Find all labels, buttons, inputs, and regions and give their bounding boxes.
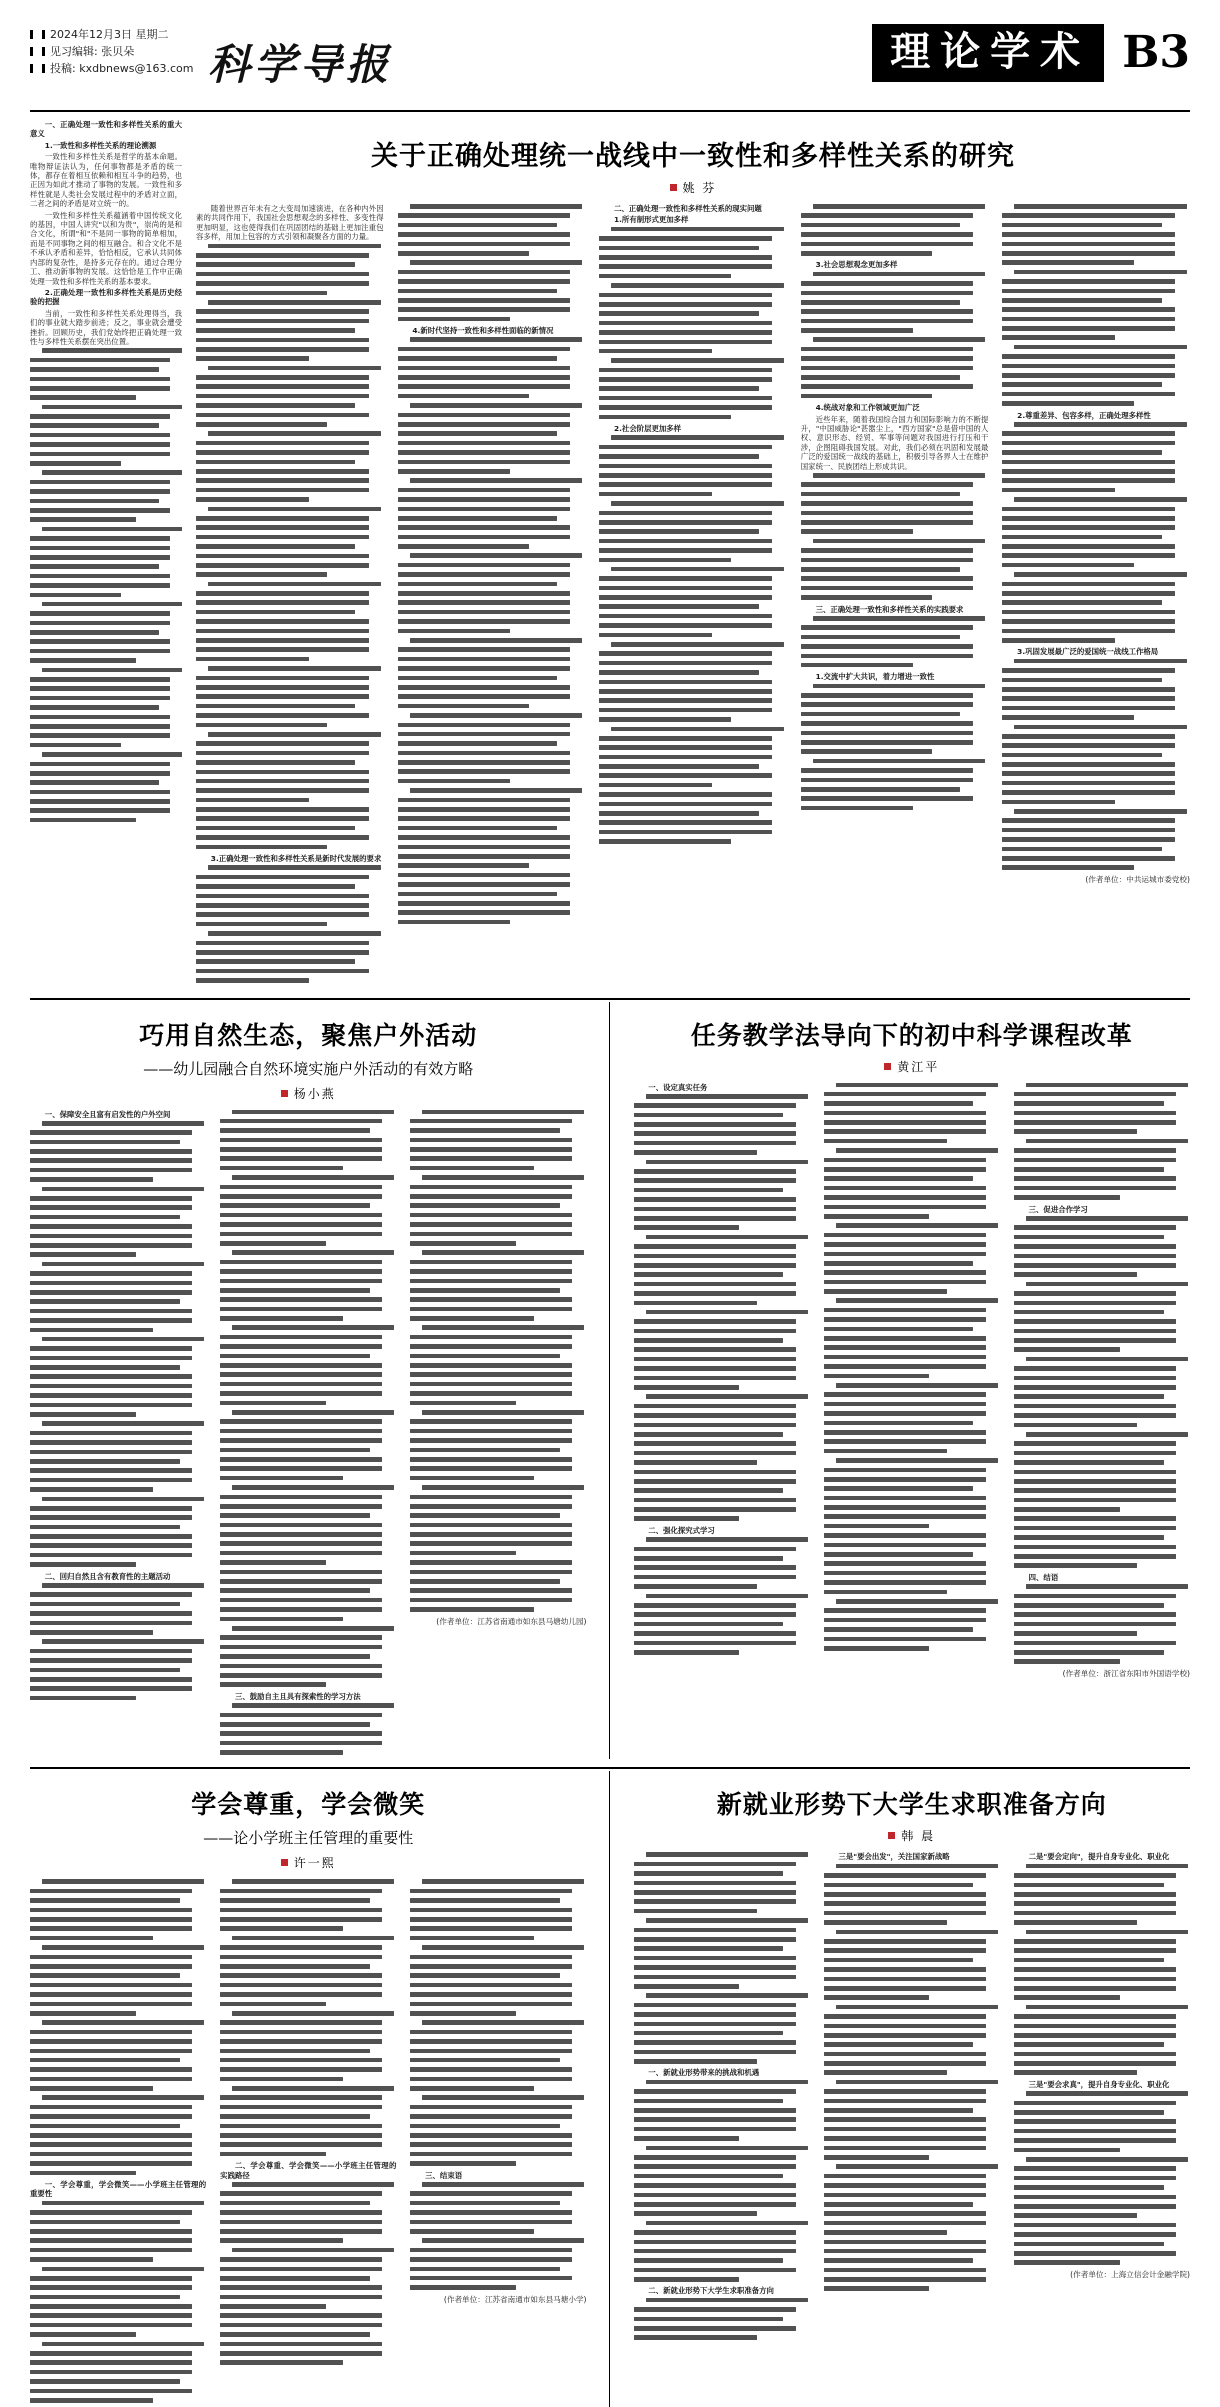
article-title-4: 新就业形势下大学生求职准备方向 bbox=[716, 1790, 1107, 1820]
body-lines bbox=[1002, 204, 1190, 406]
section-heading: 三、促进合作学习 bbox=[1028, 1204, 1088, 1214]
section-heading: 二、正确处理一致性和多样性关系的现实问题 bbox=[613, 204, 762, 213]
date-line: 2024年12月3日 星期二 bbox=[50, 28, 169, 41]
paragraph: 一致性和多样性关系是哲学的基本命题。唯物辩证法认为，任何事物都是矛盾的统一体，都存在着相互依赖和相互斗争的趋势，也正因为如此才推动了事物的发展。一致性和多样性就是人类社会发展过程中的矛盾对立面，二者之间的矛盾是对立统一的。 bbox=[30, 152, 182, 209]
body-lines bbox=[220, 1703, 396, 1755]
section-heading: 三、鼓励自主且具有探索性的学习方法 bbox=[234, 1691, 361, 1701]
body-lines bbox=[824, 1083, 1000, 1651]
body-lines bbox=[1002, 422, 1190, 643]
masthead bbox=[30, 18, 1190, 112]
section-heading: 一、保障安全且富有启发性的户外空间 bbox=[44, 1109, 171, 1119]
article-title-2: 任务教学法导向下的初中科学课程改革 bbox=[690, 1020, 1133, 1050]
section-heading: 4.新时代坚持一致性和多样性面临的新情况 bbox=[412, 326, 554, 336]
section-heading: 二、学会尊重、学会微笑——小学班主任管理的实践路径 bbox=[220, 2161, 397, 2180]
author-name: 姚 芬 bbox=[682, 181, 717, 195]
byline bbox=[30, 1085, 587, 1102]
section-heading: 2.正确处理一致性和多样性关系是历史经验的把握 bbox=[30, 287, 182, 307]
body-lines bbox=[30, 1583, 206, 1700]
body-lines bbox=[634, 1852, 810, 2063]
square-icon bbox=[884, 1063, 891, 1070]
section-divider bbox=[30, 998, 1190, 1000]
section-heading: 2.社会阶层更加多样 bbox=[613, 424, 682, 434]
section-heading: 3.巩固发展最广泛的爱国统一战线工作格局 bbox=[1017, 647, 1159, 657]
body-lines bbox=[410, 1879, 586, 2165]
section-heading: 三是"要会求真"，提升自身专业化、职业化 bbox=[1028, 2079, 1170, 2089]
body-lines bbox=[30, 348, 182, 822]
body-lines bbox=[410, 1110, 586, 1612]
body-lines bbox=[801, 473, 989, 600]
lead-col-2 bbox=[196, 204, 384, 983]
body-lines bbox=[410, 2182, 586, 2290]
section-heading: 三、结束语 bbox=[425, 2170, 463, 2180]
masthead-info bbox=[30, 26, 194, 77]
byline bbox=[196, 179, 1190, 196]
body-lines bbox=[1014, 1083, 1190, 1200]
section-heading: 三是"要会出发"，关注国家新战略 bbox=[838, 1852, 950, 1862]
body-lines bbox=[1014, 1584, 1190, 1664]
page-number: B3 bbox=[1122, 27, 1190, 78]
article-signature: (作者单位：江苏省南通市如东县马塘小学) bbox=[443, 2294, 587, 2304]
byline bbox=[634, 1827, 1191, 1844]
square-icon bbox=[670, 184, 677, 191]
article4-col-1 bbox=[634, 1852, 810, 2340]
body-lines bbox=[801, 684, 989, 811]
section-heading: 一、学会尊重，学会微笑——小学班主任管理的重要性 bbox=[30, 2179, 207, 2199]
body-lines bbox=[1014, 1216, 1190, 1568]
section-heading: 三、正确处理一致性和多样性关系的实践要求 bbox=[815, 604, 964, 614]
paragraph: 一致性和多样性关系蕴涵着中国传统文化的基因，中国人讲究"以和为贵"，崇尚的是和合文化，所谓"和"不是同一事物的简单相加，而是不同事物之间的相互融合。和合文化不是不承认矛盾和差异，恰恰相反，它承认共同体内部的复杂性，是持多元存在的。通过合理分工、推动新事物的发展。这恰恰是工作中正确处理一致性和多样性关系的基本要求。 bbox=[30, 210, 182, 286]
byline bbox=[634, 1058, 1191, 1075]
body-lines bbox=[30, 2201, 206, 2403]
article3-col-3 bbox=[410, 1879, 586, 2304]
article2-col-1 bbox=[634, 1083, 810, 1655]
section-heading: 4.统战对象和工作领域更加广泛 bbox=[815, 403, 920, 413]
body-lines bbox=[634, 2298, 810, 2340]
body-lines bbox=[801, 272, 989, 399]
body-lines bbox=[1014, 1864, 1190, 2075]
section-heading: 一、新就业形势带来的挑战和机遇 bbox=[648, 2068, 760, 2078]
body-lines bbox=[634, 2080, 810, 2282]
section-heading: 1.所有制形式更加多样 bbox=[613, 215, 689, 225]
lead-col-6 bbox=[1002, 204, 1190, 884]
article-signature: (作者单位：浙江省东阳市外国语学校) bbox=[1062, 1668, 1191, 1678]
lead-col-4 bbox=[599, 204, 787, 844]
section-heading: 二、新就业形势下大学生求职准备方向 bbox=[648, 2286, 774, 2296]
section-heading: 2.尊重差异、包容多样，正确处理多样性 bbox=[1017, 410, 1151, 420]
section-divider bbox=[30, 1767, 1190, 1769]
body-lines bbox=[634, 1094, 810, 1521]
body-lines bbox=[599, 435, 787, 843]
section-heading: 二是"要会定向"，提升自身专业化、职业化 bbox=[1028, 1852, 1170, 1862]
body-lines bbox=[30, 1879, 206, 2175]
byline bbox=[30, 1854, 587, 1871]
section-heading: 3.社会思想观念更加多样 bbox=[815, 260, 898, 270]
body-lines bbox=[1014, 2091, 1190, 2265]
editor-line: 见习编辑: 张贝朵 bbox=[50, 45, 135, 58]
paragraph: 随着世界百年未有之大变局加速演进，在各种内外因素的共同作用下，我国社会思想观念的多样性、多变性得更加明显，这也使得我们在巩固团结的基础上更加注重包容多样，用加上包容的方式引领和凝聚各方面的力量。 bbox=[196, 204, 384, 242]
square-icon bbox=[281, 1859, 288, 1866]
body-lines bbox=[398, 204, 586, 321]
body-lines bbox=[599, 227, 787, 419]
article-signature: (作者单位：上海立信会计金融学院) bbox=[1070, 2269, 1191, 2279]
square-icon bbox=[281, 1090, 288, 1097]
article2-col-3 bbox=[1014, 1083, 1190, 1679]
newspaper-logo: 科学导报 bbox=[208, 40, 393, 89]
paragraph: 当前，一致性和多样性关系处理得当，我们的事业就大踏步前进；反之，事业就会遭受挫折。回顾历史，我们党始终把正确处理一致性与多样性关系摆在突出位置。 bbox=[30, 308, 182, 346]
section-header bbox=[872, 24, 1190, 82]
square-icon bbox=[888, 1832, 895, 1839]
lead-article bbox=[0, 120, 1220, 988]
lead-col-3 bbox=[398, 204, 586, 924]
section-title: 理论学术 bbox=[872, 24, 1104, 82]
article1-col-3 bbox=[410, 1110, 586, 1627]
article-subtitle-1: ——幼儿园融合自然环境实施户外活动的有效方略 bbox=[143, 1059, 474, 1078]
body-lines bbox=[196, 244, 384, 850]
body-lines bbox=[398, 337, 586, 924]
section-heading: 1.一致性和多样性关系的理论溯源 bbox=[44, 140, 157, 150]
bar-icon bbox=[30, 47, 45, 56]
article4-col-2 bbox=[824, 1852, 1000, 2291]
section-heading: 3.正确处理一致性和多样性关系是新时代发展的要求 bbox=[210, 854, 382, 864]
section-heading: 二、回归自然且含有教育性的主题活动 bbox=[44, 1571, 171, 1581]
section-heading: 一、设定真实任务 bbox=[648, 1082, 708, 1092]
body-lines bbox=[220, 1110, 396, 1687]
body-lines bbox=[801, 616, 989, 668]
mail-line: 投稿: kxdbnews@163.com bbox=[50, 62, 194, 75]
article1-col-1 bbox=[30, 1110, 206, 1701]
section-heading: 二、强化探究式学习 bbox=[648, 1525, 715, 1535]
body-lines bbox=[1002, 659, 1190, 870]
newspaper-page bbox=[0, 18, 1220, 2304]
article2-col-2 bbox=[824, 1083, 1000, 1651]
author-name: 杨小燕 bbox=[293, 1086, 336, 1101]
article3-col-1 bbox=[30, 1879, 206, 2402]
author-name: 许一熙 bbox=[293, 1856, 336, 1871]
body-lines bbox=[801, 204, 989, 256]
author-name: 黄江平 bbox=[897, 1059, 940, 1074]
article-signature: (作者单位：江苏省南通市如东县马塘幼儿园) bbox=[436, 1616, 587, 1626]
body-lines bbox=[634, 1537, 810, 1654]
bar-icon bbox=[30, 30, 45, 39]
page-title: 关于正确处理统一战线中一致性和多样性关系的研究 bbox=[371, 141, 1015, 172]
paragraph: 近些年来，随着我国综合国力和国际影响力的不断提升，"中国威胁论"甚嚣尘上，"西方国家"总是借中国的人权、意识形态、经贸、军事等问题对我国进行打压和干涉，企图阻碍我国发展。对此，我们必须在巩固和发展最广泛的爱国统一战线的基础上，积极引导各界人士在维护国家统一、民族团结上形成共识。 bbox=[800, 414, 989, 471]
lead-col-1 bbox=[30, 120, 182, 822]
body-lines bbox=[196, 865, 384, 982]
article1-col-2 bbox=[220, 1110, 396, 1755]
body-lines bbox=[220, 2182, 396, 2365]
article-signature: (作者单位：中共运城市委党校) bbox=[1085, 874, 1190, 884]
article-title-3: 学会尊重，学会微笑 bbox=[191, 1790, 426, 1820]
body-lines bbox=[220, 1879, 396, 2156]
article3-col-2 bbox=[220, 1879, 396, 2365]
middle-band bbox=[0, 1002, 1220, 1760]
article4-col-3 bbox=[1014, 1852, 1190, 2279]
section-heading: 四、结语 bbox=[1028, 1572, 1059, 1582]
lead-col-5 bbox=[801, 204, 989, 810]
bar-icon bbox=[30, 64, 45, 73]
article-title-1: 巧用自然生态，聚焦户外活动 bbox=[139, 1020, 478, 1050]
body-lines bbox=[30, 1121, 206, 1567]
bottom-band bbox=[0, 1771, 1220, 2407]
article-subtitle-3: ——论小学班主任管理的重要性 bbox=[203, 1829, 414, 1848]
section-heading: 1.交流中扩大共识，着力增进一致性 bbox=[815, 672, 935, 682]
author-name: 韩 晨 bbox=[901, 1829, 936, 1844]
section-heading: 一、正确处理一致性和多样性关系的重大意义 bbox=[30, 120, 182, 139]
body-lines bbox=[824, 1864, 1000, 2291]
